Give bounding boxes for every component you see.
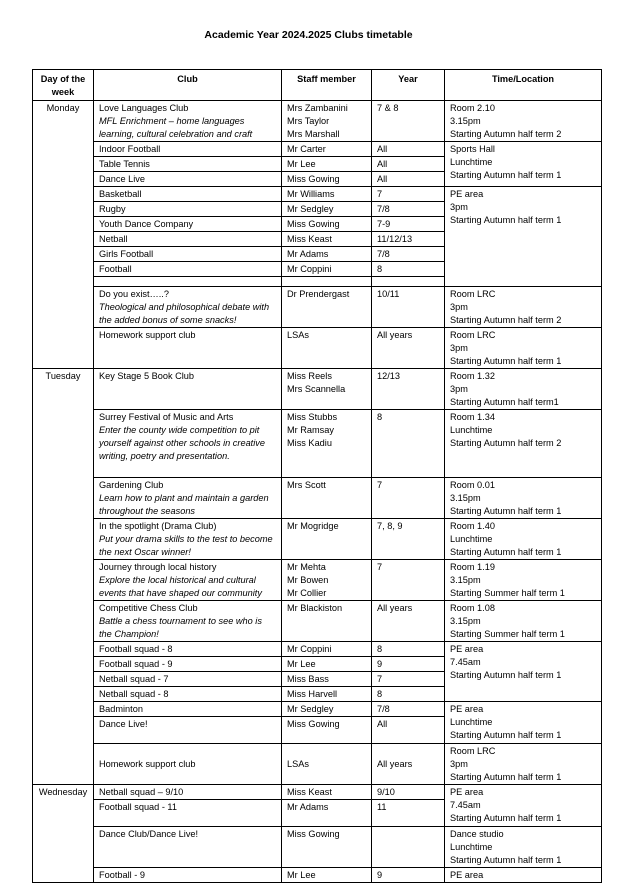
time-location-cell bbox=[445, 744, 602, 785]
staff-cell: Mr Lee bbox=[282, 657, 372, 672]
staff-cell: Mr Sedgley bbox=[282, 202, 372, 217]
table-row bbox=[33, 785, 602, 800]
year-cell: 7 bbox=[372, 672, 445, 687]
staff-cell: Miss Gowing bbox=[282, 217, 372, 232]
time-location-cell bbox=[445, 642, 602, 702]
year-cell: All bbox=[372, 717, 445, 744]
year-cell-empty bbox=[372, 277, 445, 287]
staff-name: Mr Mehta bbox=[287, 562, 326, 572]
table-row bbox=[33, 519, 602, 560]
club-cell: Netball bbox=[94, 232, 282, 247]
table-row bbox=[33, 142, 602, 157]
time-location-cell: PE area bbox=[445, 868, 602, 883]
day-cell-tuesday: Tuesday bbox=[33, 369, 94, 785]
year-cell: All bbox=[372, 157, 445, 172]
staff-name: Mr Collier bbox=[287, 588, 327, 598]
year-cell: 7/8 bbox=[372, 702, 445, 717]
club-cell bbox=[94, 478, 282, 519]
year-cell: 7 & 8 bbox=[372, 101, 445, 142]
header-club: Club bbox=[94, 70, 282, 101]
location: Room 1.08 bbox=[450, 603, 495, 613]
year-cell: All years bbox=[372, 601, 445, 642]
club-cell: Girls Football bbox=[94, 247, 282, 262]
start-term: Starting Autumn half term 1 bbox=[450, 730, 562, 740]
time-location-cell bbox=[445, 101, 602, 142]
start-term: Starting Autumn half term 1 bbox=[450, 215, 562, 225]
time: 3pm bbox=[450, 343, 468, 353]
club-description: Put your drama skills to the test to become the next Oscar winner! bbox=[99, 534, 273, 557]
location: PE area bbox=[450, 704, 484, 714]
club-name: Love Languages Club bbox=[99, 103, 189, 113]
day-cell-monday: Monday bbox=[33, 101, 94, 369]
club-cell: Netball squad – 9/10 bbox=[94, 785, 282, 800]
year-cell: 7 bbox=[372, 187, 445, 202]
year-cell: 9 bbox=[372, 657, 445, 672]
club-cell: Badminton bbox=[94, 702, 282, 717]
club-cell bbox=[94, 519, 282, 560]
start-term: Starting Autumn half term 1 bbox=[450, 772, 562, 782]
year-cell: All years bbox=[372, 744, 445, 785]
year-cell: 10/11 bbox=[372, 287, 445, 328]
start-term: Starting Summer half term 1 bbox=[450, 588, 565, 598]
club-cell: Key Stage 5 Book Club bbox=[94, 369, 282, 410]
time-location-cell bbox=[445, 560, 602, 601]
staff-cell: Mr Lee bbox=[282, 868, 372, 883]
time: Lunchtime bbox=[450, 425, 493, 435]
year-cell: 11/12/13 bbox=[372, 232, 445, 247]
staff-cell: Mrs Scott bbox=[282, 478, 372, 519]
staff-cell: Mr Mogridge bbox=[282, 519, 372, 560]
table-row bbox=[33, 601, 602, 642]
club-cell: Netball squad - 7 bbox=[94, 672, 282, 687]
club-cell bbox=[94, 744, 282, 785]
start-term: Starting Autumn half term 2 bbox=[450, 315, 562, 325]
start-term: Starting Autumn half term 1 bbox=[450, 170, 562, 180]
staff-cell: Miss Keast bbox=[282, 232, 372, 247]
table-row bbox=[33, 868, 602, 883]
location: PE area bbox=[450, 189, 484, 199]
time-location-cell bbox=[445, 519, 602, 560]
clubs-timetable bbox=[32, 69, 602, 883]
staff-cell: Mr Adams bbox=[282, 247, 372, 262]
club-cell: Youth Dance Company bbox=[94, 217, 282, 232]
time-location-cell bbox=[445, 410, 602, 478]
time-location-cell bbox=[445, 702, 602, 744]
start-term: Starting Autumn half term 2 bbox=[450, 438, 562, 448]
club-cell: Indoor Football bbox=[94, 142, 282, 157]
time: Lunchtime bbox=[450, 717, 493, 727]
staff-name: Mr Bowen bbox=[287, 575, 329, 585]
staff-cell bbox=[282, 560, 372, 601]
time-location-cell bbox=[445, 785, 602, 827]
club-cell: Dance Live bbox=[94, 172, 282, 187]
club-cell bbox=[94, 560, 282, 601]
time: 7.45am bbox=[450, 657, 481, 667]
year-cell: 7-9 bbox=[372, 217, 445, 232]
staff-name: Mrs Zambanini bbox=[287, 103, 348, 113]
staff-cell: Mr Lee bbox=[282, 157, 372, 172]
club-description: Theological and philosophical debate with the added bonus of some snacks! bbox=[99, 302, 270, 325]
club-cell bbox=[94, 101, 282, 142]
club-name: Gardening Club bbox=[99, 480, 164, 490]
time-location-cell bbox=[445, 142, 602, 187]
club-name: Journey through local history bbox=[99, 562, 217, 572]
year-cell: 11 bbox=[372, 800, 445, 827]
club-cell bbox=[94, 601, 282, 642]
staff-cell: Dr Prendergast bbox=[282, 287, 372, 328]
staff-cell: Mr Coppini bbox=[282, 262, 372, 277]
time: 3pm bbox=[450, 202, 468, 212]
time: 3pm bbox=[450, 302, 468, 312]
staff-cell: Mr Carter bbox=[282, 142, 372, 157]
start-term: Starting Autumn half term 1 bbox=[450, 813, 562, 823]
club-name: Surrey Festival of Music and Arts bbox=[99, 412, 234, 422]
table-row bbox=[33, 369, 602, 410]
start-term: Starting Autumn half term 2 bbox=[450, 129, 562, 139]
club-description: Explore the local historical and cultural events that have shaped our community bbox=[99, 575, 262, 598]
location: Room 2.10 bbox=[450, 103, 495, 113]
year-cell: 9 bbox=[372, 868, 445, 883]
time-location-cell bbox=[445, 827, 602, 868]
start-term: Starting Autumn half term 1 bbox=[450, 356, 562, 366]
staff-cell-empty bbox=[282, 277, 372, 287]
staff-name: Mrs Taylor bbox=[287, 116, 330, 126]
staff-name: Miss Reels bbox=[287, 371, 332, 381]
header-row bbox=[33, 70, 602, 101]
location: Dance studio bbox=[450, 829, 504, 839]
time: 3pm bbox=[450, 759, 468, 769]
year-cell bbox=[372, 827, 445, 868]
time: Lunchtime bbox=[450, 157, 493, 167]
time: 3.15pm bbox=[450, 616, 481, 626]
staff-cell: Miss Harvell bbox=[282, 687, 372, 702]
table-row bbox=[33, 702, 602, 717]
location: Sports Hall bbox=[450, 144, 495, 154]
club-cell: Dance Club/Dance Live! bbox=[94, 827, 282, 868]
staff-cell: Mr Sedgley bbox=[282, 702, 372, 717]
location: Room 1.32 bbox=[450, 371, 495, 381]
time-location-cell bbox=[445, 287, 602, 328]
time: 7.45am bbox=[450, 800, 481, 810]
club-description: Battle a chess tournament to see who is the Champion! bbox=[99, 616, 262, 639]
club-name: Homework support club bbox=[99, 759, 196, 769]
club-name: In the spotlight (Drama Club) bbox=[99, 521, 217, 531]
staff-cell bbox=[282, 101, 372, 142]
table-row bbox=[33, 187, 602, 202]
staff-name: Miss Stubbs bbox=[287, 412, 338, 422]
club-cell bbox=[94, 410, 282, 478]
location: Room 1.19 bbox=[450, 562, 495, 572]
staff-name: Mr Ramsay bbox=[287, 425, 334, 435]
year-cell: 8 bbox=[372, 262, 445, 277]
header-staff: Staff member bbox=[282, 70, 372, 101]
year-cell: 7 bbox=[372, 478, 445, 519]
staff-cell bbox=[282, 410, 372, 478]
year-cell: 9/10 bbox=[372, 785, 445, 800]
staff-cell: Mr Williams bbox=[282, 187, 372, 202]
club-name: Competitive Chess Club bbox=[99, 603, 198, 613]
year-cell: 7/8 bbox=[372, 202, 445, 217]
year-cell: 7, 8, 9 bbox=[372, 519, 445, 560]
staff-cell: Mr Coppini bbox=[282, 642, 372, 657]
location: Room 0.01 bbox=[450, 480, 495, 490]
header-day: Day of the week bbox=[33, 70, 94, 101]
club-cell: Rugby bbox=[94, 202, 282, 217]
club-cell: Basketball bbox=[94, 187, 282, 202]
location: Room 1.34 bbox=[450, 412, 495, 422]
staff-cell: Mr Adams bbox=[282, 800, 372, 827]
start-term: Starting Summer half term 1 bbox=[450, 629, 565, 639]
club-description: Learn how to plant and maintain a garden throughout the seasons bbox=[99, 493, 269, 516]
year-cell: All bbox=[372, 172, 445, 187]
start-term: Starting Autumn half term 1 bbox=[450, 506, 562, 516]
staff-cell: Miss Gowing bbox=[282, 827, 372, 868]
time-location-cell bbox=[445, 187, 602, 287]
table-row bbox=[33, 328, 602, 369]
club-cell: Football squad - 9 bbox=[94, 657, 282, 672]
year-cell: 8 bbox=[372, 410, 445, 478]
location: PE area bbox=[450, 644, 484, 654]
table-row bbox=[33, 560, 602, 601]
staff-cell: LSAs bbox=[282, 744, 372, 785]
time: 3.15pm bbox=[450, 575, 481, 585]
day-cell-wednesday: Wednesday bbox=[33, 785, 94, 883]
club-cell-empty bbox=[94, 277, 282, 287]
table-row bbox=[33, 287, 602, 328]
time-location-cell bbox=[445, 328, 602, 369]
staff-cell bbox=[282, 369, 372, 410]
header-time-location: Time/Location bbox=[445, 70, 602, 101]
table-row bbox=[33, 101, 602, 142]
location: Room 1.40 bbox=[450, 521, 495, 531]
year-cell: 8 bbox=[372, 687, 445, 702]
club-name: Do you exist…..? bbox=[99, 289, 169, 299]
staff-cell: Miss Gowing bbox=[282, 172, 372, 187]
club-cell: Football squad - 8 bbox=[94, 642, 282, 657]
staff-cell: Miss Gowing bbox=[282, 717, 372, 744]
club-cell bbox=[94, 287, 282, 328]
table-row bbox=[33, 410, 602, 478]
table-row bbox=[33, 827, 602, 868]
header-year: Year bbox=[372, 70, 445, 101]
location: PE area bbox=[450, 787, 484, 797]
staff-cell: Miss Bass bbox=[282, 672, 372, 687]
table-row bbox=[33, 642, 602, 657]
page-title: Academic Year 2024.2025 Clubs timetable bbox=[204, 29, 413, 41]
time-location-cell bbox=[445, 478, 602, 519]
staff-name: Mrs Marshall bbox=[287, 129, 340, 139]
time: 3.15pm bbox=[450, 493, 481, 503]
club-cell: Football squad - 11 bbox=[94, 800, 282, 827]
club-cell: Netball squad - 8 bbox=[94, 687, 282, 702]
year-cell: All years bbox=[372, 328, 445, 369]
year-cell: 7 bbox=[372, 560, 445, 601]
location: Room LRC bbox=[450, 330, 496, 340]
club-cell: Homework support club bbox=[94, 328, 282, 369]
time: Lunchtime bbox=[450, 842, 493, 852]
club-description: MFL Enrichment – home languages learning, cultural celebration and craft bbox=[99, 116, 253, 139]
location: Room LRC bbox=[450, 746, 496, 756]
time-location-cell bbox=[445, 601, 602, 642]
year-cell: 12/13 bbox=[372, 369, 445, 410]
start-term: Starting Autumn half term 1 bbox=[450, 547, 562, 557]
table-row bbox=[33, 478, 602, 519]
location: Room LRC bbox=[450, 289, 496, 299]
time-location-cell bbox=[445, 369, 602, 410]
year-cell: All bbox=[372, 142, 445, 157]
time: 3.15pm bbox=[450, 116, 481, 126]
club-cell: Dance Live! bbox=[94, 717, 282, 744]
staff-name: Mrs Scannella bbox=[287, 384, 346, 394]
staff-cell: Mr Blackiston bbox=[282, 601, 372, 642]
staff-name: Miss Kadiu bbox=[287, 438, 332, 448]
club-cell: Table Tennis bbox=[94, 157, 282, 172]
time: 3pm bbox=[450, 384, 468, 394]
year-cell: 8 bbox=[372, 642, 445, 657]
club-description: Enter the county wide competition to pit yourself against other schools in creative writing, poetry and presentation. bbox=[99, 425, 265, 461]
staff-cell: Miss Keast bbox=[282, 785, 372, 800]
table-row bbox=[33, 744, 602, 785]
year-cell: 7/8 bbox=[372, 247, 445, 262]
club-cell: Football - 9 bbox=[94, 868, 282, 883]
start-term: Starting Autumn half term 1 bbox=[450, 670, 562, 680]
start-term: Starting Autumn half term 1 bbox=[450, 855, 562, 865]
time: Lunchtime bbox=[450, 534, 493, 544]
club-cell: Football bbox=[94, 262, 282, 277]
start-term: Starting Autumn half term1 bbox=[450, 397, 559, 407]
staff-cell: LSAs bbox=[282, 328, 372, 369]
